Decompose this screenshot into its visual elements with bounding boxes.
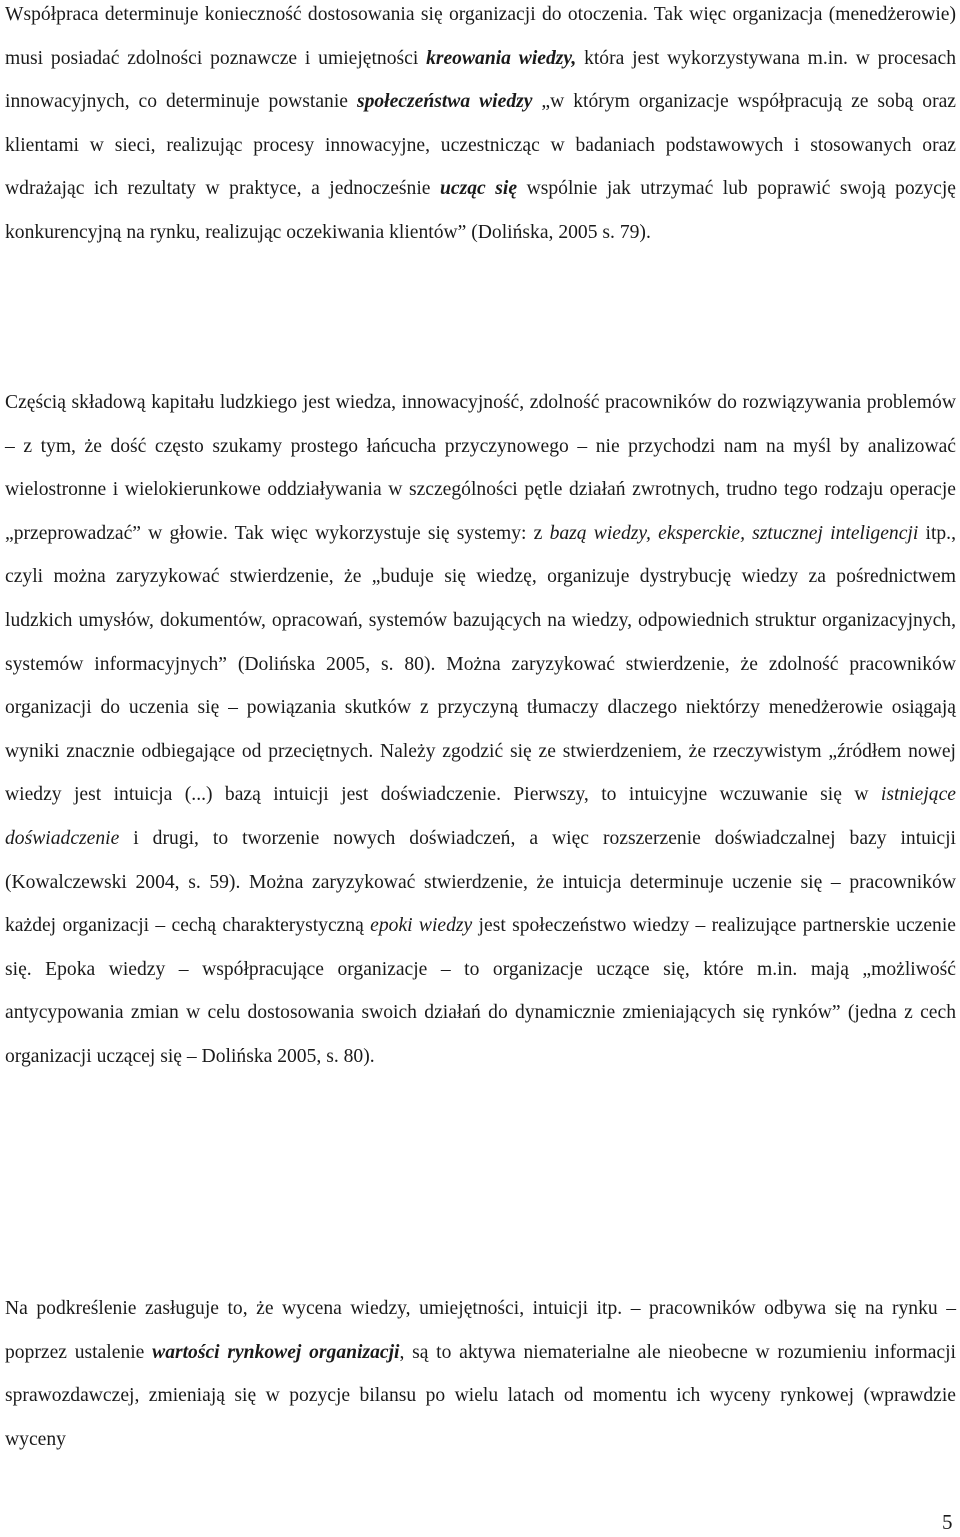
emphasis-knowledge-epoch: epoki wiedzy	[370, 915, 473, 937]
text-segment: i drugi, to tworzenie nowych doświadczeń, a więc rozszerzenie doświadczalnej bazy intuicji (Kowalczewski 2004, s. 59). Można zaryzykować stwierdzenie, że intuicja determinuje uczenie się – pracowników każdej organizacji – cechą charakterystyczną	[5, 827, 956, 937]
emphasis-knowledge-society: społeczeństwa wiedzy	[356, 91, 533, 113]
paragraph-human-capital	[5, 381, 956, 1079]
text-segment: itp., czyli można zaryzykować stwierdzenie, że „buduje się wiedzę, organizuje dystrybucję wiedzy za pośrednictwem ludzkich umysłów, dokumentów, opracowań, systemów bazujących na wiedzy, odpowiednich struktur organizacyjnych, systemów informacyjnych” (Dolińska 2005, s. 80). Można zaryzykować stwierdzenie, że zdolność pracowników organizacji do uczenia się – powiązania skutków z przyczyną tłumaczy dlaczego niektórzy menedżerowie osiągają wyniki znacznie odbiegające od przeciętnych. Należy zgodzić się ze stwierdzeniem, że rzeczywistym „źródłem nowej wiedzy jest intuicja (...) bazą intuicji jest doświadczenie. Pierwszy, to intuicyjne wczuwanie się w	[5, 522, 956, 806]
text-segment: , są to aktywa niematerialne ale nieobecne w rozumieniu informacji sprawozdawczej, zmieniają się w pozycje bilansu po wielu latach od momentu ich wyceny rynkowej (wprawdzie wyceny	[5, 1341, 956, 1450]
emphasis-knowledge-base: bazą wiedzy, eksperckie, sztucznej inteligencji	[549, 522, 919, 544]
text-segment: jest społeczeństwo wiedzy – realizujące partnerskie uczenie się. Epoka wiedzy – współpracujące organizacje – to organizacje uczące się, które m.in. mają „możliwość antycypowania zmian w celu dostosowania swoich działań do dynamicznie zmieniających się rynków” (jedna z cech organizacji uczącej się – Dolińska 2005, s. 80).	[5, 915, 956, 1067]
text-segment: Częścią składową kapitału ludzkiego jest wiedza, innowacyjność, zdolność pracowników do rozwiązywania problemów – z tym, że dość często szukamy prostego łańcucha przyczynowego – nie przychodzi nam na myśl by analizować wielostronne i wielokierunkowe oddziaływania w szczególności pętle działań zwrotnych, trudno tego rodzaju operacje „przeprowadzać” w głowie. Tak więc wykorzystuje się systemy: z	[5, 392, 956, 544]
page-number: 5	[942, 1510, 953, 1534]
paragraph-valuation	[5, 1287, 956, 1461]
emphasis-knowledge-creation: kreowania wiedzy,	[426, 47, 577, 69]
emphasis-existing-experience: istniejące doświadczenie	[5, 784, 956, 849]
emphasis-market-value: wartości rynkowej organizacji	[152, 1341, 400, 1363]
text-segment: „w którym organizacje współpracują ze sobą oraz klientami w sieci, realizując procesy innowacyjne, uczestnicząc w badaniach podstawowych i stosowanych oraz wdrażając ich rezultaty w praktyce, a jednocześnie	[5, 91, 957, 200]
paragraph-cooperation	[5, 0, 956, 255]
emphasis-learning: ucząc się	[440, 178, 518, 200]
text-segment: Współpraca determinuje konieczność dostosowania się organizacji do otoczenia. Tak więc organizacja (menedżerowie) musi posiadać zdolności poznawcze i umiejętności	[5, 4, 956, 69]
text-segment: Na podkreślenie zasługuje to, że wycena wiedzy, umiejętności, intuicji itp. – pracowników odbywa się na rynku – poprzez ustalenie	[5, 1298, 956, 1363]
text-segment: która jest wykorzystywana m.in. w procesach innowacyjnych, co determinuje powstanie	[5, 47, 956, 113]
text-segment: wspólnie jak utrzymać lub poprawić swoją pozycję konkurencyjną na rynku, realizując oczekiwania klientów” (Dolińska, 2005 s. 79).	[5, 178, 956, 243]
